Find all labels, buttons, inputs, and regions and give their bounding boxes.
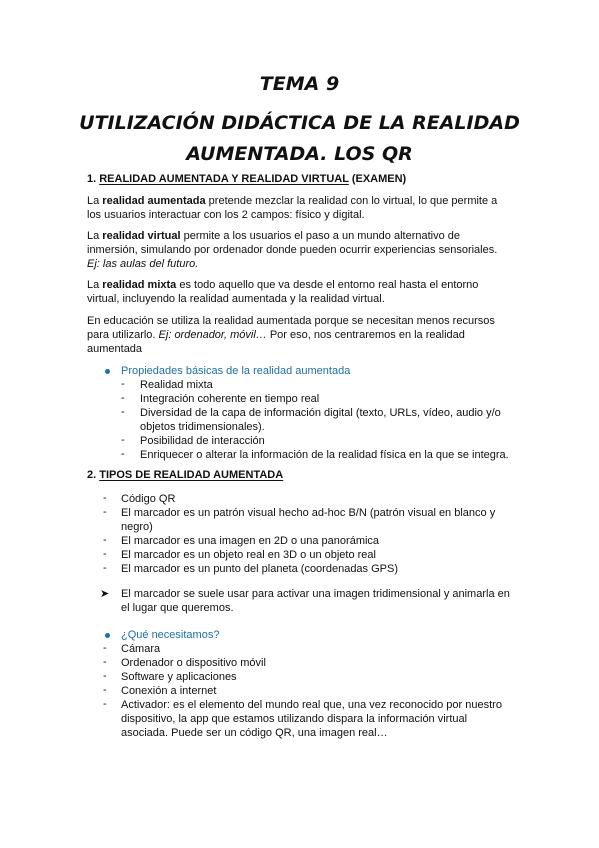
paragraph-aumentada: La realidad aumentada pretende mezclar la realidad con lo virtual, lo que permite a los usuarios interactuar con los 2 campos: físico y digital.: [87, 195, 498, 221]
arrow-bullet-icon: ➤: [100, 588, 110, 600]
section-1-title: REALIDAD AUMENTADA Y REALIDAD VIRTUAL: [99, 173, 349, 185]
list-item: Posibilidad de interacción: [140, 435, 265, 447]
list-item: Cámara: [121, 643, 161, 655]
example-virtual: Ej: las aulas del futuro.: [87, 258, 199, 270]
list-item: Conexión a internet: [121, 685, 217, 697]
list-item: Software y aplicaciones: [121, 671, 237, 683]
doc-title: UTILIZACIÓN DIDÁCTICA DE LA REALIDAD AUMENTADA. LOS QR: [79, 112, 520, 165]
list-item: Enriquecer o alterar la información de la realidad física en la que se integra.: [140, 449, 509, 461]
list-item: Realidad mixta: [140, 379, 213, 391]
list-item: Integración coherente en tiempo real: [140, 393, 320, 405]
list-item: El marcador es un patrón visual hecho ad-hoc B/N (patrón visual en blanco y negro): [121, 507, 496, 533]
document-page: TEMA 9 UTILIZACIÓN DIDÁCTICA DE LA REALIDAD AUMENTADA. LOS QR 1. REALIDAD AUMENTADA Y REALIDAD VIRTUAL (EXAMEN) La realidad aumentada pretende mezclar la realidad con lo virtual, lo que permite a los usuarios interactuar con los 2 campos: físico y digital. La realidad virtual permite a los usuarios el paso a un mundo alternativo de inmersión, simulando por ordenador donde pueden ocurrir experiencias sensoriales. Ej: las aulas del futuro. La realidad mixta es todo aquello que va desde el entorno real hasta el entorno virtual, incluyendo la realidad aumentada y la realidad virtual. En educación se utiliza la realidad aumentada porque se necesitan menos recursos para utilizarlo. Ej: ordenador, móvil… Por eso, nos centraremos en la realidad aumentada Propiedades básicas de la realidad aumentada - Realidad mixta - Integración coherente en tiempo real - Diversidad de la capa de información digital (texto, URLs, vídeo, audio y/o objetos tridimensionales). - Posibilidad de interacción - Enriquecer o alterar la información de la realidad física en la que se integra. 2. TIPOS DE REALIDAD AUMENTADA - Código QR - El marcador es un patrón visual hecho ad-hoc B/N (patrón visual en blanco y negro) - El marcador es una imagen en 2D o una panorámica - El marcador es un objeto real en 3D o un objeto real - El marcador es un punto del planeta (coordenadas GPS) ➤ El marcador se suele usar para activar una imagen tridimensional y animarla en el lugar que queremos. ¿Qué necesitamos? - Cámara - Ordenador o dispositivo móvil - Software y aplicaciones - Conexión a internet - Activador: es el elemento del mundo real que, una vez reconocido por nuestro dispositivo, la app que estamos utilizando dispara la información virtual asociada. Puede ser un código QR, una imagen real…: [0, 0, 599, 848]
properties-bullet: Propiedades básicas de la realidad aumentada: [121, 365, 351, 377]
list-item: Código QR: [121, 493, 176, 505]
list-item: El marcador es un punto del planeta (coordenadas GPS): [121, 563, 398, 575]
example-educacion: Ej: ordenador, móvil…: [158, 329, 267, 341]
section-2-number: 2.: [87, 469, 100, 481]
paragraph-mixta: La realidad mixta es todo aquello que va desde el entorno real hasta el entorno virtual, incluyendo la realidad aumentada y la realidad virtual.: [87, 279, 479, 305]
doc-title-number: TEMA 9: [259, 73, 340, 95]
marcador-note: El marcador se suele usar para activar una imagen tridimensional y animarla en el lugar que queremos.: [121, 588, 510, 614]
section-1-number: 1.: [87, 173, 100, 185]
term-realidad-aumentada: realidad aumentada: [102, 195, 206, 207]
list-item: Diversidad de la capa de información digital (texto, URLs, vídeo, audio y/o objetos tridimensionales).: [140, 407, 501, 433]
needs-bullet: ¿Qué necesitamos?: [121, 629, 220, 641]
bullet-dot: [105, 633, 110, 638]
bullet-dot: [105, 369, 110, 374]
section-2-title: TIPOS DE REALIDAD AUMENTADA: [99, 469, 284, 481]
paragraph-virtual: La realidad virtual permite a los usuarios el paso a un mundo alternativo de inmersión, simulando por ordenador donde pueden ocurrir experiencias sensoriales. Ej: las aulas del futuro.: [87, 230, 498, 270]
section-1-suffix: (EXAMEN): [348, 173, 407, 185]
list-item: El marcador es un objeto real en 3D o un objeto real: [121, 549, 376, 561]
list-item: Ordenador o dispositivo móvil: [121, 657, 266, 669]
paragraph-educacion: En educación se utiliza la realidad aumentada porque se necesitan menos recursos para utilizarlo. Ej: ordenador, móvil… Por eso, nos centraremos en la realidad aumentada: [87, 315, 495, 355]
term-realidad-virtual: realidad virtual: [102, 230, 181, 242]
list-item: El marcador es una imagen en 2D o una panorámica: [121, 535, 380, 547]
section-2-heading: [87, 469, 283, 481]
term-realidad-mixta: realidad mixta: [102, 279, 177, 291]
list-item: Activador: es el elemento del mundo real que, una vez reconocido por nuestro dispositivo, la app que estamos utilizando dispara la información virtual asociada. Puede ser un código QR, una imagen real…: [121, 699, 502, 739]
section-1-heading: [87, 173, 406, 185]
